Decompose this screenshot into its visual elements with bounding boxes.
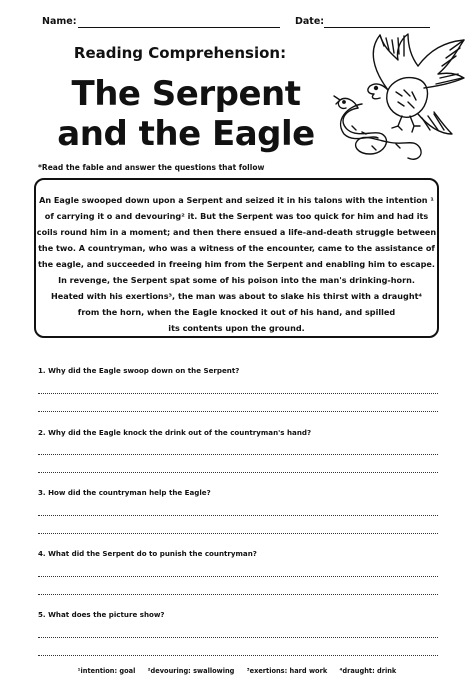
fable-line: An Eagle swooped down upon a Serpent and seized it in his talons with the intention ¹ — [39, 195, 434, 205]
page-title-line-2: and the Eagle — [57, 114, 315, 154]
fable-line: the two. A countryman, who was a witness of the encounter, came to the assistance of — [38, 243, 435, 253]
answer-line[interactable] — [38, 393, 438, 394]
fable-line: coils round him in a moment; and then there ensued a life-and-death struggle between — [36, 227, 437, 237]
footnotes — [0, 667, 474, 675]
answer-line[interactable] — [38, 637, 438, 638]
fable-line: its contents upon the ground. — [168, 323, 305, 333]
eagle-and-serpent-icon — [318, 30, 468, 165]
instruction-text: *Read the fable and answer the questions that follow — [38, 163, 265, 172]
answer-line[interactable] — [38, 594, 438, 595]
date-field[interactable] — [324, 27, 430, 28]
fable-line: In revenge, the Serpent spat some of his poison into the man's drinking-horn. — [58, 275, 415, 285]
answer-line[interactable] — [38, 454, 438, 455]
question-1: 1. Why did the Eagle swoop down on the Serpent? — [38, 366, 240, 375]
answer-line[interactable] — [38, 533, 438, 534]
footnote-3: ³exertions: hard work — [246, 667, 328, 675]
answer-line[interactable] — [38, 411, 438, 412]
name-label: Name: — [42, 16, 77, 27]
question-4: 4. What did the Serpent do to punish the countryman? — [38, 549, 257, 558]
name-field[interactable] — [78, 27, 280, 28]
footnote-1: ¹intention: goal — [77, 667, 136, 675]
question-3: 3. How did the countryman help the Eagle? — [38, 488, 211, 497]
fable-line: Heated with his exertions³, the man was about to slake his thirst with a draught⁴ — [50, 291, 423, 301]
question-5: 5. What does the picture show? — [38, 610, 165, 619]
footnote-2: ²devouring: swallowing — [147, 667, 235, 675]
answer-line[interactable] — [38, 472, 438, 473]
answer-line[interactable] — [38, 655, 438, 656]
subtitle: Reading Comprehension: — [73, 44, 287, 62]
date-label: Date: — [295, 16, 325, 27]
fable-line: from the horn, when the Eagle knocked it out of his hand, and spilled — [77, 307, 396, 317]
fable-line: of carrying it o and devouring² it. But the Serpent was too quick for him and had its — [44, 211, 429, 221]
answer-line[interactable] — [38, 515, 438, 516]
footnote-4: ⁴draught: drink — [339, 667, 397, 675]
page-title-line-1: The Serpent — [71, 74, 301, 114]
question-2: 2. Why did the Eagle knock the drink out of the countryman's hand? — [38, 428, 312, 437]
answer-line[interactable] — [38, 576, 438, 577]
fable-line: the eagle, and succeeded in freeing him from the Serpent and enabling him to escape. — [37, 259, 436, 269]
